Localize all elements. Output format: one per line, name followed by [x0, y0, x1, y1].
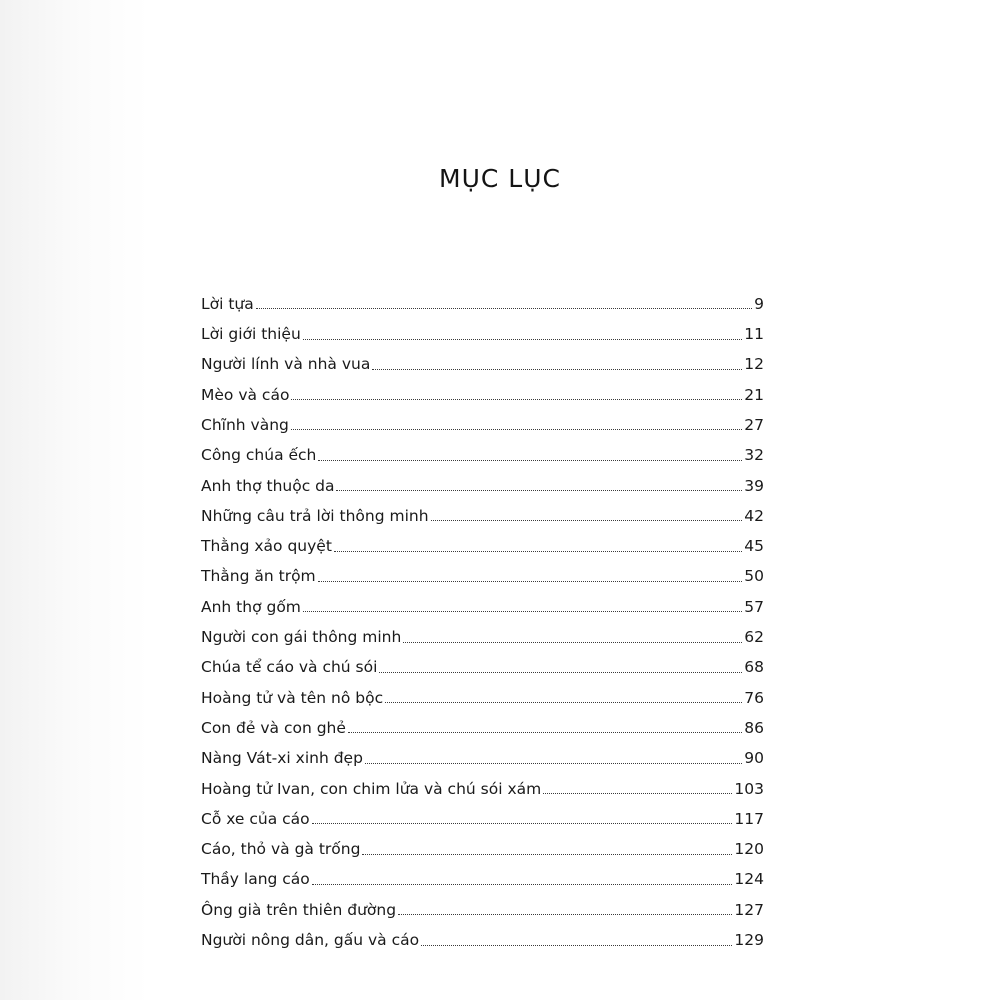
- toc-entry-title: Anh thợ gốm: [201, 597, 301, 616]
- toc-entry: [201, 646, 764, 676]
- dot-leader: [318, 460, 742, 461]
- toc-entry: [201, 555, 764, 585]
- toc-entry: [201, 464, 764, 494]
- toc-entry-title: Người con gái thông minh: [201, 628, 402, 647]
- toc-page-number: 76: [744, 688, 764, 707]
- dot-leader: [312, 823, 733, 824]
- dot-leader: [291, 429, 742, 430]
- toc-page-number: 45: [744, 537, 764, 556]
- toc-page-number: 32: [744, 446, 764, 465]
- toc-entry-title: Chĩnh vàng: [201, 415, 289, 434]
- toc-page-number: 117: [734, 809, 764, 828]
- toc-entry-title: Con đẻ và con ghẻ: [201, 718, 346, 737]
- toc-entry-title: Lời giới thiệu: [201, 325, 301, 344]
- toc-entry: [201, 312, 764, 342]
- toc-entry-title: Thằng xảo quyệt: [201, 537, 332, 556]
- dot-leader: [256, 308, 752, 309]
- toc-entry-title: Những câu trả lời thông minh: [201, 506, 429, 525]
- dot-leader: [312, 884, 733, 885]
- toc-entry: [201, 343, 764, 373]
- toc-entry-title: Người nông dân, gấu và cáo: [201, 931, 420, 950]
- dot-leader: [336, 490, 742, 491]
- toc-entry: [201, 918, 764, 948]
- toc-entry-title: Thằng ăn trộm: [201, 567, 316, 586]
- toc-entry-title: Ông già trên thiên đường: [201, 900, 397, 919]
- toc-entry: [201, 797, 764, 827]
- toc-page-number: 9: [754, 294, 764, 313]
- toc-entry-title: Lời tựa: [201, 294, 254, 313]
- dot-leader: [303, 339, 742, 340]
- toc-entry: [201, 676, 764, 706]
- dot-leader: [421, 945, 732, 946]
- table-of-contents-title: MỤC LỤC: [439, 164, 561, 193]
- dot-leader: [291, 399, 742, 400]
- toc-entry: [201, 706, 764, 736]
- toc-entry-title: Chúa tể cáo và chú sói: [201, 658, 378, 677]
- toc-page-number: 39: [744, 476, 764, 495]
- table-of-contents-list: [201, 282, 764, 949]
- toc-page-number: 42: [744, 506, 764, 525]
- dot-leader: [431, 520, 743, 521]
- dot-leader: [303, 611, 742, 612]
- toc-entry: [201, 767, 764, 797]
- toc-entry-title: Thầy lang cáo: [201, 870, 310, 889]
- toc-page-number: 68: [744, 658, 764, 677]
- dot-leader: [318, 581, 743, 582]
- toc-entry-title: Mèo và cáo: [201, 385, 290, 404]
- dot-leader: [348, 732, 742, 733]
- toc-entry: [201, 282, 764, 312]
- toc-entry: [201, 827, 764, 857]
- page-spine-shadow: [0, 0, 150, 1000]
- toc-entry: [201, 585, 764, 615]
- toc-entry: [201, 373, 764, 403]
- toc-entry-title: Người lính và nhà vua: [201, 355, 371, 374]
- toc-entry: [201, 433, 764, 463]
- toc-entry-title: Hoàng tử và tên nô bộc: [201, 688, 384, 707]
- toc-entry: [201, 403, 764, 433]
- toc-page-number: 129: [734, 931, 764, 950]
- dot-leader: [372, 369, 742, 370]
- toc-entry: [201, 888, 764, 918]
- dot-leader: [362, 854, 732, 855]
- toc-entry-title: Anh thợ thuộc da: [201, 476, 335, 495]
- toc-page-number: 12: [744, 355, 764, 374]
- dot-leader: [365, 763, 742, 764]
- toc-page-number: 21: [744, 385, 764, 404]
- toc-page-number: 50: [744, 567, 764, 586]
- toc-entry-title: Cáo, thỏ và gà trống: [201, 840, 361, 859]
- dot-leader: [334, 551, 742, 552]
- toc-entry-title: Nàng Vát-xi xinh đẹp: [201, 749, 363, 768]
- toc-entry-title: Cỗ xe của cáo: [201, 809, 310, 828]
- toc-page-number: 120: [734, 840, 764, 859]
- toc-entry: [201, 615, 764, 645]
- dot-leader: [379, 672, 742, 673]
- dot-leader: [543, 793, 732, 794]
- toc-page-number: 127: [734, 900, 764, 919]
- dot-leader: [398, 914, 732, 915]
- toc-entry: [201, 858, 764, 888]
- dot-leader: [403, 642, 742, 643]
- toc-entry-title: Công chúa ếch: [201, 446, 317, 465]
- dot-leader: [385, 702, 742, 703]
- toc-page-number: 86: [744, 718, 764, 737]
- toc-page-number: 90: [744, 749, 764, 768]
- toc-page-number: 103: [734, 779, 764, 798]
- toc-entry: [201, 494, 764, 524]
- toc-page-number: 27: [744, 415, 764, 434]
- toc-entry: [201, 524, 764, 554]
- toc-page-number: 57: [744, 597, 764, 616]
- toc-page-number: 124: [734, 870, 764, 889]
- toc-entry: [201, 736, 764, 766]
- toc-entry-title: Hoàng tử Ivan, con chim lửa và chú sói xám: [201, 779, 542, 798]
- toc-page-number: 11: [744, 325, 764, 344]
- toc-page-number: 62: [744, 628, 764, 647]
